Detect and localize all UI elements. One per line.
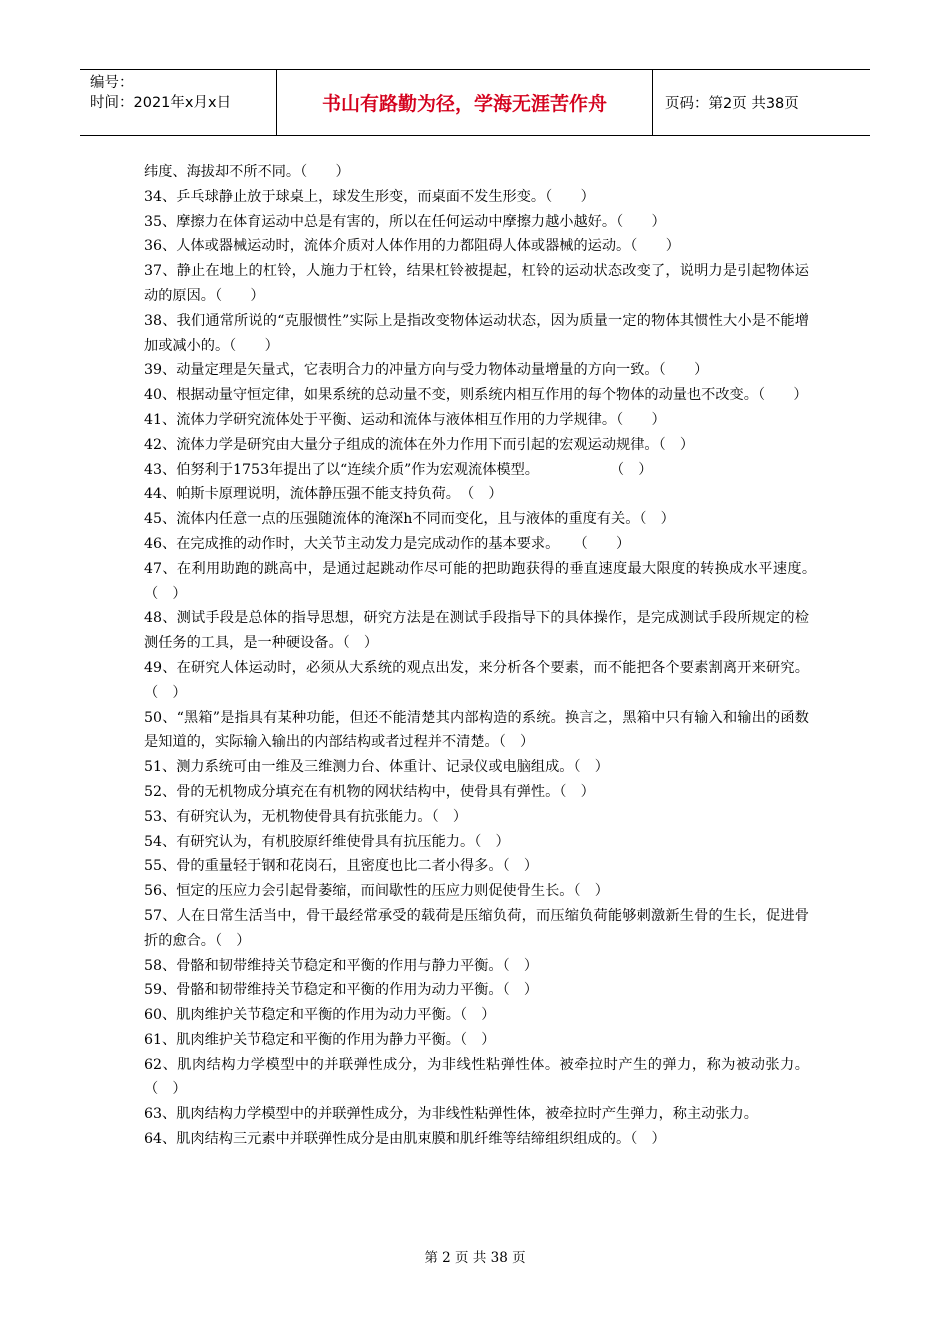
header-motto: 书山有路勤为径，学海无涯苦作舟: [277, 70, 653, 135]
page-footer: 第 2 页 共 38 页: [424, 1250, 526, 1266]
question-item: 39、动量定理是矢量式，它表明合力的冲量方向与受力物体动量增量的方向一致。（ ）: [144, 362, 709, 379]
question-item: 36、人体或器械运动时，流体介质对人体作用的力都阻碍人体或器械的运动。（ ）: [144, 238, 680, 255]
question-item: 42、流体力学是研究由大量分子组成的流体在外力作用下而引起的宏观运动规律。（ ）: [144, 436, 695, 453]
question-item: 48、测试手段是总体的指导思想，研究方法是在测试手段指导下的具体操作，是完成测试手段所规定的检测任务的工具，是一种硬设备。（ ）: [144, 610, 809, 652]
question-item: 63、肌肉结构力学模型中的并联弹性成分，为非线性粘弹性体，被牵拉时产生弹力，称主动张力。: [144, 1106, 758, 1123]
question-item: 38、我们通常所说的“克服惯性”实际上是指改变物体运动状态，因为质量一定的物体其惯性大小是不能增加或减小的。（ ）: [144, 312, 809, 354]
question-item: 58、骨骼和韧带维持关节稳定和平衡的作用与静力平衡。（ ）: [144, 957, 539, 974]
question-item: 50、“黑箱”是指具有某种功能，但还不能清楚其内部构造的系统。换言之，黑箱中只有输入和输出的函数是知道的，实际输入输出的内部结构或者过程并不清楚。（ ）: [144, 709, 809, 751]
question-item: 34、乒乓球静止放于球桌上，球发生形变，而桌面不发生形变。（ ）: [144, 188, 595, 205]
question-item: 47、在利用助跑的跳高中，是通过起跳动作尽可能的把助跑获得的垂直速度最大限度的转换成水平速度。 （ ）: [144, 560, 824, 602]
header-page-info: 页码：第2页 共38页: [665, 96, 799, 112]
question-item: 40、根据动量守恒定律，如果系统的总动量不变，则系统内相互作用的每个物体的动量也不改变。（ ）: [144, 387, 808, 404]
question-item: 37、静止在地上的杠铃，人施力于杠铃，结果杠铃被提起，杠铃的运动状态改变了，说明力是引起物体运动的原因。（ ）: [144, 263, 809, 304]
question-item: 51、测力系统可由一维及三维测力台、体重计、记录仪或电脑组成。（ ）: [144, 759, 609, 776]
question-item: 46、在完成推的动作时，大关节主动发力是完成动作的基本要求。 （ ）: [144, 535, 631, 552]
question-item: 44、帕斯卡原理说明，流体静压强不能支持负荷。 （ ）: [144, 486, 503, 503]
document-date: 时间：2021年x月x日: [90, 95, 232, 111]
question-item: 59、骨骼和韧带维持关节稳定和平衡的作用为动力平衡。（ ）: [144, 982, 539, 999]
question-item: 35、摩擦力在体育运动中总是有害的，所以在任何运动中摩擦力越小越好。（ ）: [144, 213, 666, 230]
question-item: 49、在研究人体运动时，必须从大系统的观点出发，来分析各个要素，而不能把各个要素割离开来研究。（ ）: [144, 659, 809, 701]
question-item: 57、人在日常生活当中，骨干最经常承受的载荷是压缩负荷，而压缩负荷能够刺激新生骨的生长，促进骨折的愈合。（ ）: [144, 907, 809, 949]
question-item: 53、有研究认为，无机物使骨具有抗张能力。（ ）: [144, 808, 468, 825]
document-number-label: 编号：: [90, 75, 134, 91]
header-meta: [80, 70, 277, 135]
question-item: 52、骨的无机物成分填充在有机物的网状结构中，使骨具有弹性。（ ）: [144, 783, 595, 800]
question-item: 55、骨的重量轻于钢和花岗石，且密度也比二者小得多。（ ）: [144, 858, 539, 875]
question-item: 62、肌肉结构力学模型中的并联弹性成分，为非线性粘弹性体。被牵拉时产生的弹力，称为被动张力。（ ）: [144, 1056, 809, 1098]
question-item: 64、肌肉结构三元素中并联弹性成分是由肌束膜和肌纤维等结缔组织组成的。（ ）: [144, 1131, 666, 1148]
question-item: 41、流体力学研究流体处于平衡、运动和流体与液体相互作用的力学规律。（ ）: [144, 411, 666, 428]
question-item: 61、肌肉维护关节稳定和平衡的作用为静力平衡。（ ）: [144, 1031, 496, 1048]
question-list: [144, 160, 824, 1152]
question-item: 54、有研究认为，有机胶原纤维使骨具有抗压能力。（ ）: [144, 833, 510, 850]
question-item: 纬度、海拔却不所不同。（ ）: [144, 164, 350, 180]
question-item: 60、肌肉维护关节稳定和平衡的作用为动力平衡。（ ）: [144, 1007, 496, 1024]
question-item: 43、伯努利于1753年提出了以“连续介质”作为宏观流体模型。 （ ）: [144, 461, 653, 478]
question-item: 56、恒定的压应力会引起骨萎缩，而间歇性的压应力则促使骨生长。（ ）: [144, 883, 609, 900]
page-header: [80, 69, 870, 136]
question-item: 45、流体内任意一点的压强随流体的淹深h不同而变化，且与液体的重度有关。（ ）: [144, 511, 675, 528]
